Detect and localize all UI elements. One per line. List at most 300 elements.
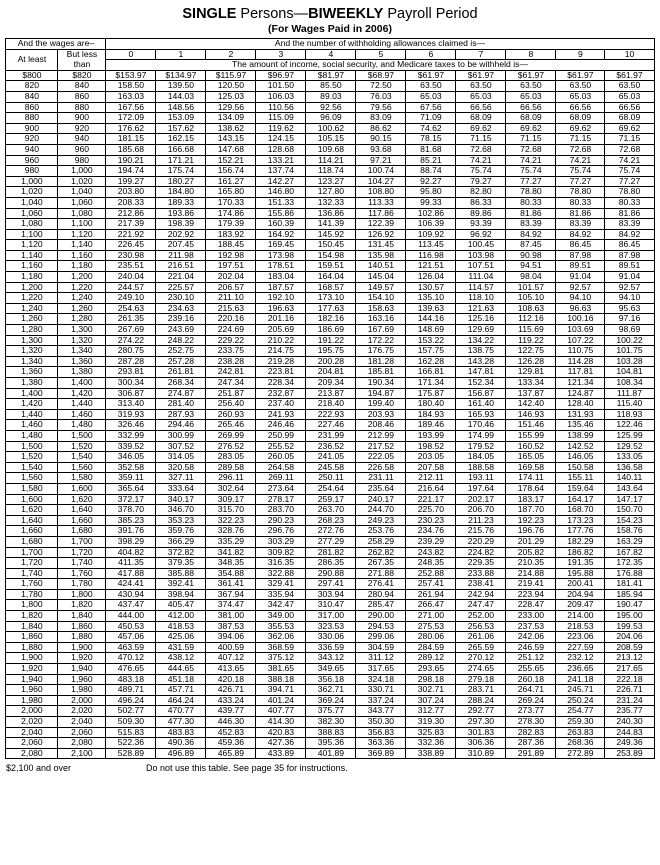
cell-tax-allowance-6: 113.45 bbox=[406, 240, 456, 251]
cell-tax-allowance-1: 425.06 bbox=[156, 632, 206, 643]
cell-tax-allowance-0: 372.17 bbox=[106, 494, 156, 505]
cell-tax-allowance-8: 214.88 bbox=[506, 568, 556, 579]
cell-tax-allowance-8: 196.76 bbox=[506, 526, 556, 537]
cell-tax-allowance-3: 246.46 bbox=[256, 420, 306, 431]
cell-tax-allowance-2: 170.33 bbox=[206, 197, 256, 208]
cell-tax-allowance-7: 274.65 bbox=[456, 664, 506, 675]
cell-tax-allowance-8: 210.35 bbox=[506, 558, 556, 569]
cell-tax-allowance-1: 257.28 bbox=[156, 356, 206, 367]
cell-tax-allowance-5: 117.86 bbox=[356, 208, 406, 219]
cell-tax-allowance-0: 176.62 bbox=[106, 123, 156, 134]
cell-tax-allowance-7: 114.57 bbox=[456, 282, 506, 293]
cell-tax-allowance-10: 122.46 bbox=[605, 420, 654, 431]
cell-tax-allowance-2: 197.51 bbox=[206, 261, 256, 272]
cell-tax-allowance-0: 326.46 bbox=[106, 420, 156, 431]
cell-tax-allowance-7: 306.36 bbox=[456, 738, 506, 749]
cell-tax-allowance-10: 75.74 bbox=[605, 166, 654, 177]
cell-tax-allowance-5: 343.77 bbox=[356, 706, 406, 717]
cell-tax-allowance-3: 214.75 bbox=[256, 346, 306, 357]
cell-tax-allowance-8: 69.62 bbox=[506, 123, 556, 134]
cell-tax-allowance-0: 437.47 bbox=[106, 600, 156, 611]
cell-tax-allowance-1: 207.45 bbox=[156, 240, 206, 251]
cell-at-least: 1,800 bbox=[6, 600, 58, 611]
cell-tax-allowance-10: 167.82 bbox=[605, 547, 654, 558]
table-row bbox=[6, 219, 654, 230]
cell-tax-allowance-0: 172.09 bbox=[106, 113, 156, 124]
cell-tax-allowance-10: 72.68 bbox=[605, 144, 654, 155]
cell-at-least: 1,300 bbox=[6, 335, 58, 346]
cell-tax-allowance-0: 300.34 bbox=[106, 378, 156, 389]
cell-tax-allowance-2: 361.41 bbox=[206, 579, 256, 590]
cell-tax-allowance-3: 142.27 bbox=[256, 176, 306, 187]
cell-tax-allowance-0: 181.15 bbox=[106, 134, 156, 145]
cell-tax-allowance-10: 74.21 bbox=[605, 155, 654, 166]
cell-tax-allowance-0: 339.52 bbox=[106, 441, 156, 452]
header-col-1: 1 bbox=[156, 49, 206, 60]
cell-tax-allowance-1: 457.71 bbox=[156, 685, 206, 696]
cell-tax-allowance-2: 224.69 bbox=[206, 325, 256, 336]
cell-tax-allowance-7: 202.17 bbox=[456, 494, 506, 505]
cell-at-least: 1,940 bbox=[6, 674, 58, 685]
cell-tax-allowance-7: 292.77 bbox=[456, 706, 506, 717]
cell-tax-allowance-9: 223.06 bbox=[556, 632, 605, 643]
table-row bbox=[6, 494, 654, 505]
cell-tax-allowance-5: 172.22 bbox=[356, 335, 406, 346]
cell-at-least: 1,480 bbox=[6, 430, 58, 441]
cell-tax-allowance-5: 76.03 bbox=[356, 91, 406, 102]
table-row bbox=[6, 600, 654, 611]
cell-tax-allowance-0: 249.10 bbox=[106, 293, 156, 304]
table-row bbox=[6, 547, 654, 558]
cell-tax-allowance-7: 233.88 bbox=[456, 568, 506, 579]
cell-tax-allowance-0: 444.00 bbox=[106, 611, 156, 622]
cell-tax-allowance-6: 102.86 bbox=[406, 208, 456, 219]
cell-tax-allowance-3: 322.88 bbox=[256, 568, 306, 579]
cell-tax-allowance-4: 369.24 bbox=[306, 695, 356, 706]
cell-but-less-than: 1,980 bbox=[58, 685, 106, 696]
cell-tax-allowance-9: 186.82 bbox=[556, 547, 605, 558]
cell-tax-allowance-2: 315.70 bbox=[206, 505, 256, 516]
cell-at-least: 1,200 bbox=[6, 282, 58, 293]
cell-tax-allowance-2: 322.23 bbox=[206, 515, 256, 526]
cell-tax-allowance-5: 276.41 bbox=[356, 579, 406, 590]
cell-tax-allowance-4: 375.77 bbox=[306, 706, 356, 717]
cell-but-less-than: 1,000 bbox=[58, 166, 106, 177]
cell-tax-allowance-2: 367.94 bbox=[206, 589, 256, 600]
cell-tax-allowance-2: 328.76 bbox=[206, 526, 256, 537]
cell-tax-allowance-1: 225.57 bbox=[156, 282, 206, 293]
cell-tax-allowance-7: 65.03 bbox=[456, 91, 506, 102]
cell-tax-allowance-8: 155.99 bbox=[506, 430, 556, 441]
cell-tax-allowance-2: 138.62 bbox=[206, 123, 256, 134]
cell-tax-allowance-8: 146.93 bbox=[506, 409, 556, 420]
cell-at-least: 2,000 bbox=[6, 706, 58, 717]
cell-tax-allowance-7: 121.63 bbox=[456, 303, 506, 314]
cell-but-less-than: 1,720 bbox=[58, 547, 106, 558]
cell-tax-allowance-7: 129.69 bbox=[456, 325, 506, 336]
cell-tax-allowance-2: 433.24 bbox=[206, 695, 256, 706]
cell-at-least: 1,220 bbox=[6, 293, 58, 304]
cell-tax-allowance-1: 300.99 bbox=[156, 430, 206, 441]
cell-tax-allowance-8: 287.36 bbox=[506, 738, 556, 749]
cell-at-least: 1,540 bbox=[6, 462, 58, 473]
cell-tax-allowance-0: 424.41 bbox=[106, 579, 156, 590]
cell-tax-allowance-0: 306.87 bbox=[106, 388, 156, 399]
cell-tax-allowance-4: 173.10 bbox=[306, 293, 356, 304]
cell-but-less-than: 1,920 bbox=[58, 653, 106, 664]
cell-tax-allowance-9: 150.58 bbox=[556, 462, 605, 473]
cell-tax-allowance-7: 229.35 bbox=[456, 558, 506, 569]
cell-tax-allowance-8: 242.06 bbox=[506, 632, 556, 643]
cell-tax-allowance-0: 398.29 bbox=[106, 536, 156, 547]
cell-tax-allowance-10: 100.22 bbox=[605, 335, 654, 346]
table-row bbox=[6, 409, 654, 420]
table-row bbox=[6, 367, 654, 378]
cell-tax-allowance-9: 121.34 bbox=[556, 378, 605, 389]
cell-but-less-than: 1,560 bbox=[58, 462, 106, 473]
cell-tax-allowance-7: 279.18 bbox=[456, 674, 506, 685]
table-row bbox=[6, 664, 654, 675]
cell-tax-allowance-2: 125.03 bbox=[206, 91, 256, 102]
header-col-0: 0 bbox=[106, 49, 156, 60]
cell-tax-allowance-2: 220.16 bbox=[206, 314, 256, 325]
cell-tax-allowance-7: 147.81 bbox=[456, 367, 506, 378]
cell-but-less-than: 1,940 bbox=[58, 664, 106, 675]
footer-instructions: Do not use this table. See page 35 for instructions. bbox=[146, 763, 348, 774]
header-col-3: 3 bbox=[256, 49, 306, 60]
cell-tax-allowance-3: 349.00 bbox=[256, 611, 306, 622]
cell-tax-allowance-5: 176.75 bbox=[356, 346, 406, 357]
cell-tax-allowance-3: 375.12 bbox=[256, 653, 306, 664]
table-row bbox=[6, 197, 654, 208]
cell-but-less-than: 1,260 bbox=[58, 303, 106, 314]
cell-tax-allowance-5: 72.50 bbox=[356, 81, 406, 92]
cell-tax-allowance-0: 515.83 bbox=[106, 727, 156, 738]
cell-tax-allowance-9: 75.74 bbox=[556, 166, 605, 177]
cell-tax-allowance-0: 463.59 bbox=[106, 642, 156, 653]
table-row bbox=[6, 134, 654, 145]
cell-tax-allowance-10: 101.75 bbox=[605, 346, 654, 357]
cell-tax-allowance-10: 240.30 bbox=[605, 717, 654, 728]
cell-tax-allowance-6: 65.03 bbox=[406, 91, 456, 102]
cell-tax-allowance-7: 256.53 bbox=[456, 621, 506, 632]
cell-tax-allowance-6: 78.15 bbox=[406, 134, 456, 145]
table-row bbox=[6, 378, 654, 389]
cell-tax-allowance-8: 192.23 bbox=[506, 515, 556, 526]
cell-tax-allowance-9: 68.09 bbox=[556, 113, 605, 124]
cell-tax-allowance-3: 309.82 bbox=[256, 547, 306, 558]
cell-tax-allowance-4: 85.50 bbox=[306, 81, 356, 92]
cell-tax-allowance-3: 401.24 bbox=[256, 695, 306, 706]
cell-but-less-than: 1,180 bbox=[58, 261, 106, 272]
table-row bbox=[6, 113, 654, 124]
cell-tax-allowance-8: 174.11 bbox=[506, 473, 556, 484]
cell-tax-allowance-8: 251.12 bbox=[506, 653, 556, 664]
cell-tax-allowance-10: 78.80 bbox=[605, 187, 654, 198]
cell-tax-allowance-5: 212.99 bbox=[356, 430, 406, 441]
cell-tax-allowance-2: 269.99 bbox=[206, 430, 256, 441]
cell-tax-allowance-1: 314.05 bbox=[156, 452, 206, 463]
cell-tax-allowance-5: 222.05 bbox=[356, 452, 406, 463]
cell-tax-allowance-8: 71.15 bbox=[506, 134, 556, 145]
cell-tax-allowance-8: 98.04 bbox=[506, 272, 556, 283]
cell-tax-allowance-3: 169.45 bbox=[256, 240, 306, 251]
cell-at-least: 2,040 bbox=[6, 727, 58, 738]
cell-tax-allowance-4: 109.68 bbox=[306, 144, 356, 155]
table-row bbox=[6, 430, 654, 441]
cell-tax-allowance-7: 247.47 bbox=[456, 600, 506, 611]
cell-tax-allowance-1: 294.46 bbox=[156, 420, 206, 431]
cell-tax-allowance-3: 278.17 bbox=[256, 494, 306, 505]
cell-tax-allowance-4: 89.03 bbox=[306, 91, 356, 102]
cell-tax-allowance-1: 483.83 bbox=[156, 727, 206, 738]
cell-tax-allowance-8: 105.10 bbox=[506, 293, 556, 304]
cell-tax-allowance-5: 235.64 bbox=[356, 483, 406, 494]
cell-but-less-than: 1,140 bbox=[58, 240, 106, 251]
table-row bbox=[6, 335, 654, 346]
table-row bbox=[6, 441, 654, 452]
cell-tax-allowance-5: 249.23 bbox=[356, 515, 406, 526]
cell-tax-allowance-8: 65.03 bbox=[506, 91, 556, 102]
cell-at-least: 1,920 bbox=[6, 664, 58, 675]
cell-tax-allowance-3: 219.28 bbox=[256, 356, 306, 367]
cell-tax-allowance-9: 72.68 bbox=[556, 144, 605, 155]
cell-tax-allowance-9: 250.24 bbox=[556, 695, 605, 706]
cell-tax-allowance-8: 94.51 bbox=[506, 261, 556, 272]
cell-tax-allowance-10: 94.10 bbox=[605, 293, 654, 304]
cell-but-less-than: 980 bbox=[58, 155, 106, 166]
cell-at-least: 1,580 bbox=[6, 483, 58, 494]
cell-tax-allowance-2: 183.92 bbox=[206, 229, 256, 240]
cell-tax-allowance-6: 221.17 bbox=[406, 494, 456, 505]
cell-tax-allowance-1: 346.70 bbox=[156, 505, 206, 516]
cell-tax-allowance-10: 103.28 bbox=[605, 356, 654, 367]
cell-at-least: 1,000 bbox=[6, 176, 58, 187]
cell-tax-allowance-10: 111.87 bbox=[605, 388, 654, 399]
cell-tax-allowance-7: 252.00 bbox=[456, 611, 506, 622]
cell-tax-allowance-1: 144.03 bbox=[156, 91, 206, 102]
cell-but-less-than: 1,040 bbox=[58, 187, 106, 198]
cell-tax-allowance-1: 340.17 bbox=[156, 494, 206, 505]
cell-tax-allowance-10: 176.88 bbox=[605, 568, 654, 579]
cell-tax-allowance-3: 283.70 bbox=[256, 505, 306, 516]
cell-tax-allowance-5: 267.35 bbox=[356, 558, 406, 569]
cell-tax-allowance-7: 156.87 bbox=[456, 388, 506, 399]
table-row bbox=[6, 589, 654, 600]
table-row bbox=[6, 611, 654, 622]
table-row bbox=[6, 642, 654, 653]
cell-tax-allowance-5: 226.58 bbox=[356, 462, 406, 473]
cell-tax-allowance-3: 178.51 bbox=[256, 261, 306, 272]
table-row bbox=[6, 558, 654, 569]
cell-tax-allowance-3: 133.21 bbox=[256, 155, 306, 166]
cell-tax-allowance-2: 341.82 bbox=[206, 547, 256, 558]
cell-tax-allowance-10: 95.63 bbox=[605, 303, 654, 314]
cell-tax-allowance-8: 160.52 bbox=[506, 441, 556, 452]
cell-tax-allowance-9: 124.87 bbox=[556, 388, 605, 399]
cell-tax-allowance-9: 164.17 bbox=[556, 494, 605, 505]
cell-tax-allowance-2: 251.87 bbox=[206, 388, 256, 399]
table-row bbox=[6, 176, 654, 187]
cell-at-least: 2,020 bbox=[6, 717, 58, 728]
cell-tax-allowance-3: 232.87 bbox=[256, 388, 306, 399]
cell-tax-allowance-0: 404.82 bbox=[106, 547, 156, 558]
cell-tax-allowance-0: 221.92 bbox=[106, 229, 156, 240]
cell-tax-allowance-6: 139.63 bbox=[406, 303, 456, 314]
cell-tax-allowance-2: 439.77 bbox=[206, 706, 256, 717]
cell-tax-allowance-3: 342.47 bbox=[256, 600, 306, 611]
cell-tax-allowance-7: 134.22 bbox=[456, 335, 506, 346]
cell-tax-allowance-5: 140.51 bbox=[356, 261, 406, 272]
cell-tax-allowance-7: 310.89 bbox=[456, 748, 506, 759]
cell-tax-allowance-7: 242.94 bbox=[456, 589, 506, 600]
cell-tax-allowance-2: 354.88 bbox=[206, 568, 256, 579]
cell-tax-allowance-0: 476.65 bbox=[106, 664, 156, 675]
header-col-9: 9 bbox=[556, 49, 605, 60]
footer-range-label: $2,100 and over bbox=[6, 763, 72, 774]
cell-tax-allowance-9: 77.27 bbox=[556, 176, 605, 187]
cell-tax-allowance-3: 269.11 bbox=[256, 473, 306, 484]
cell-tax-allowance-9: 135.46 bbox=[556, 420, 605, 431]
cell-tax-allowance-3: 355.53 bbox=[256, 621, 306, 632]
cell-tax-allowance-1: 281.40 bbox=[156, 399, 206, 410]
cell-tax-allowance-8: 260.18 bbox=[506, 674, 556, 685]
cell-tax-allowance-0: 158.50 bbox=[106, 81, 156, 92]
cell-tax-allowance-8: 237.53 bbox=[506, 621, 556, 632]
cell-at-least: 1,520 bbox=[6, 452, 58, 463]
table-header bbox=[6, 39, 654, 71]
cell-at-least: 1,100 bbox=[6, 229, 58, 240]
header-but-less-than: But less than bbox=[58, 49, 106, 70]
cell-tax-allowance-0: 470.12 bbox=[106, 653, 156, 664]
cell-tax-allowance-1: 261.81 bbox=[156, 367, 206, 378]
cell-tax-allowance-6: 189.46 bbox=[406, 420, 456, 431]
table-row bbox=[6, 536, 654, 547]
cell-at-least: 1,660 bbox=[6, 526, 58, 537]
cell-tax-allowance-1: 405.47 bbox=[156, 600, 206, 611]
cell-tax-allowance-4: 263.70 bbox=[306, 505, 356, 516]
cell-tax-allowance-4: 281.82 bbox=[306, 547, 356, 558]
cell-tax-allowance-7: 86.33 bbox=[456, 197, 506, 208]
cell-tax-allowance-6: 74.62 bbox=[406, 123, 456, 134]
cell-tax-allowance-2: 302.64 bbox=[206, 483, 256, 494]
cell-tax-allowance-6: 312.77 bbox=[406, 706, 456, 717]
cell-tax-allowance-9: 263.83 bbox=[556, 727, 605, 738]
cell-tax-allowance-0: $153.97 bbox=[106, 70, 156, 81]
cell-tax-allowance-7: 283.71 bbox=[456, 685, 506, 696]
cell-tax-allowance-1: 171.21 bbox=[156, 155, 206, 166]
cell-tax-allowance-4: 268.23 bbox=[306, 515, 356, 526]
cell-tax-allowance-6: 298.18 bbox=[406, 674, 456, 685]
cell-tax-allowance-10: 158.76 bbox=[605, 526, 654, 537]
cell-tax-allowance-9: 65.03 bbox=[556, 91, 605, 102]
cell-but-less-than: 1,400 bbox=[58, 378, 106, 389]
cell-but-less-than: 1,860 bbox=[58, 621, 106, 632]
cell-tax-allowance-4: 356.18 bbox=[306, 674, 356, 685]
cell-tax-allowance-9: 168.70 bbox=[556, 505, 605, 516]
cell-tax-allowance-1: 412.00 bbox=[156, 611, 206, 622]
cell-tax-allowance-9: 100.16 bbox=[556, 314, 605, 325]
cell-tax-allowance-5: 167.69 bbox=[356, 325, 406, 336]
cell-tax-allowance-1: 392.41 bbox=[156, 579, 206, 590]
cell-tax-allowance-7: 96.92 bbox=[456, 229, 506, 240]
cell-tax-allowance-8: 81.86 bbox=[506, 208, 556, 219]
cell-tax-allowance-9: 195.88 bbox=[556, 568, 605, 579]
cell-tax-allowance-3: 255.52 bbox=[256, 441, 306, 452]
cell-tax-allowance-1: 216.51 bbox=[156, 261, 206, 272]
cell-tax-allowance-8: 74.21 bbox=[506, 155, 556, 166]
cell-tax-allowance-10: 140.11 bbox=[605, 473, 654, 484]
cell-tax-allowance-3: 183.04 bbox=[256, 272, 306, 283]
cell-tax-allowance-6: 275.53 bbox=[406, 621, 456, 632]
cell-tax-allowance-0: 346.05 bbox=[106, 452, 156, 463]
cell-at-least: 1,720 bbox=[6, 558, 58, 569]
cell-tax-allowance-6: 243.82 bbox=[406, 547, 456, 558]
cell-at-least: 1,740 bbox=[6, 568, 58, 579]
cell-at-least: 2,060 bbox=[6, 738, 58, 749]
cell-tax-allowance-10: $61.97 bbox=[605, 70, 654, 81]
table-row bbox=[6, 399, 654, 410]
cell-tax-allowance-3: $96.97 bbox=[256, 70, 306, 81]
cell-tax-allowance-1: 221.04 bbox=[156, 272, 206, 283]
cell-tax-allowance-1: 444.65 bbox=[156, 664, 206, 675]
cell-at-least: 1,260 bbox=[6, 314, 58, 325]
cell-tax-allowance-7: $61.97 bbox=[456, 70, 506, 81]
cell-tax-allowance-8: 278.30 bbox=[506, 717, 556, 728]
cell-tax-allowance-2: 394.06 bbox=[206, 632, 256, 643]
cell-tax-allowance-7: 270.12 bbox=[456, 653, 506, 664]
cell-tax-allowance-6: 248.35 bbox=[406, 558, 456, 569]
header-col-4: 4 bbox=[306, 49, 356, 60]
cell-tax-allowance-2: 283.05 bbox=[206, 452, 256, 463]
cell-tax-allowance-5: 122.39 bbox=[356, 219, 406, 230]
cell-tax-allowance-3: 427.36 bbox=[256, 738, 306, 749]
cell-tax-allowance-5: 181.28 bbox=[356, 356, 406, 367]
cell-tax-allowance-0: 267.69 bbox=[106, 325, 156, 336]
cell-tax-allowance-2: 381.00 bbox=[206, 611, 256, 622]
cell-tax-allowance-4: 236.52 bbox=[306, 441, 356, 452]
cell-tax-allowance-1: 327.11 bbox=[156, 473, 206, 484]
cell-tax-allowance-1: 189.33 bbox=[156, 197, 206, 208]
cell-at-least: 1,080 bbox=[6, 219, 58, 230]
cell-but-less-than: 1,580 bbox=[58, 473, 106, 484]
cell-tax-allowance-3: 329.41 bbox=[256, 579, 306, 590]
cell-tax-allowance-0: 208.33 bbox=[106, 197, 156, 208]
cell-tax-allowance-8: 219.41 bbox=[506, 579, 556, 590]
cell-tax-allowance-1: 248.22 bbox=[156, 335, 206, 346]
cell-tax-allowance-8: 133.34 bbox=[506, 378, 556, 389]
cell-but-less-than: 1,760 bbox=[58, 568, 106, 579]
cell-tax-allowance-7: 179.52 bbox=[456, 441, 506, 452]
table-row bbox=[6, 356, 654, 367]
cell-at-least: 1,960 bbox=[6, 685, 58, 696]
cell-tax-allowance-10: 185.94 bbox=[605, 589, 654, 600]
cell-tax-allowance-0: 185.68 bbox=[106, 144, 156, 155]
cell-tax-allowance-2: 387.53 bbox=[206, 621, 256, 632]
cell-tax-allowance-5: 163.16 bbox=[356, 314, 406, 325]
cell-tax-allowance-0: 489.71 bbox=[106, 685, 156, 696]
cell-but-less-than: 1,340 bbox=[58, 346, 106, 357]
cell-tax-allowance-7: 107.51 bbox=[456, 261, 506, 272]
cell-tax-allowance-7: 188.58 bbox=[456, 462, 506, 473]
cell-tax-allowance-3: 381.65 bbox=[256, 664, 306, 675]
cell-tax-allowance-5: 97.21 bbox=[356, 155, 406, 166]
cell-tax-allowance-5: 299.06 bbox=[356, 632, 406, 643]
cell-tax-allowance-4: 362.71 bbox=[306, 685, 356, 696]
cell-tax-allowance-10: 71.15 bbox=[605, 134, 654, 145]
cell-tax-allowance-6: 338.89 bbox=[406, 748, 456, 759]
cell-at-least: 960 bbox=[6, 155, 58, 166]
